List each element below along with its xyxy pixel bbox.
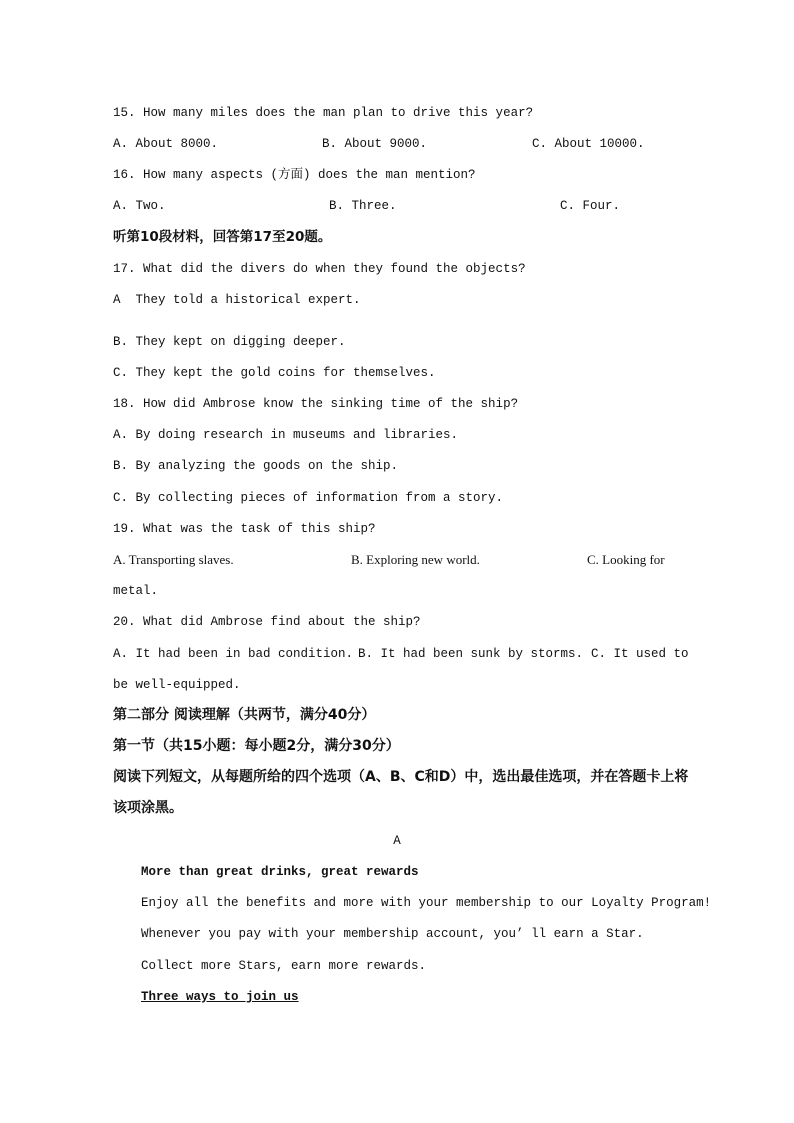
instructions-line-1: 阅读下列短文，从每题所给的四个选项（A、B、C和D）中，选出最佳选项，并在答题卡上将 — [113, 769, 689, 785]
q17-option-c: C. They kept the gold coins for themselves. — [113, 366, 436, 380]
q19-option-b: B. Exploring new world. — [351, 552, 480, 567]
q15-option-a: A. About 8000. — [113, 137, 219, 151]
passage-subheading: Three ways to join us — [141, 990, 299, 1004]
q20-option-c: C. It used to — [591, 647, 689, 661]
section1-heading: 第一节（共15小题：每小题2分，满分30分） — [113, 738, 400, 754]
section-10-heading: 听第10段材料，回答第17至20题。 — [113, 229, 332, 245]
q17-option-a: A They told a historical expert. — [113, 293, 361, 307]
q18-option-a: A. By doing research in museums and libraries. — [113, 428, 459, 442]
question-15: 15. How many miles does the man plan to drive this year? — [113, 106, 534, 120]
q17-option-b: B. They kept on digging deeper. — [113, 335, 346, 349]
question-18: 18. How did Ambrose know the sinking time of the ship? — [113, 397, 519, 411]
question-20: 20. What did Ambrose find about the ship? — [113, 615, 421, 629]
passage-label: A — [393, 834, 401, 848]
q19-option-a: A. Transporting slaves. — [113, 552, 234, 567]
q18-option-b: B. By analyzing the goods on the ship. — [113, 459, 399, 473]
passage-title: More than great drinks, great rewards — [141, 865, 419, 879]
q15-option-b: B. About 9000. — [322, 137, 428, 151]
q20-option-a: A. It had been in bad condition. — [113, 647, 354, 661]
part2-heading: 第二部分 阅读理解（共两节，满分40分） — [113, 707, 376, 723]
instructions-line-2: 该项涂黑。 — [113, 800, 183, 816]
passage-line-1: Enjoy all the benefits and more with your membership to our Loyalty Program! — [141, 896, 712, 910]
q20-option-c-continued: be well-equipped. — [113, 678, 241, 692]
question-19: 19. What was the task of this ship? — [113, 522, 376, 536]
q15-option-c: C. About 10000. — [532, 137, 645, 151]
q19-option-c-continued: metal. — [113, 584, 159, 598]
passage-line-2: Whenever you pay with your membership account, you’ ll earn a Star. — [141, 927, 644, 941]
q18-option-c: C. By collecting pieces of information from a story. — [113, 491, 504, 505]
q16-option-c: C. Four. — [560, 199, 621, 213]
q20-option-b: B. It had been sunk by storms. — [358, 647, 584, 661]
q19-option-c: C. Looking for — [587, 552, 665, 567]
question-16: 16. How many aspects (方面) does the man mention? — [113, 168, 476, 182]
q16-option-b: B. Three. — [329, 199, 397, 213]
question-17: 17. What did the divers do when they found the objects? — [113, 262, 526, 276]
q16-option-a: A. Two. — [113, 199, 166, 213]
passage-line-3: Collect more Stars, earn more rewards. — [141, 959, 427, 973]
